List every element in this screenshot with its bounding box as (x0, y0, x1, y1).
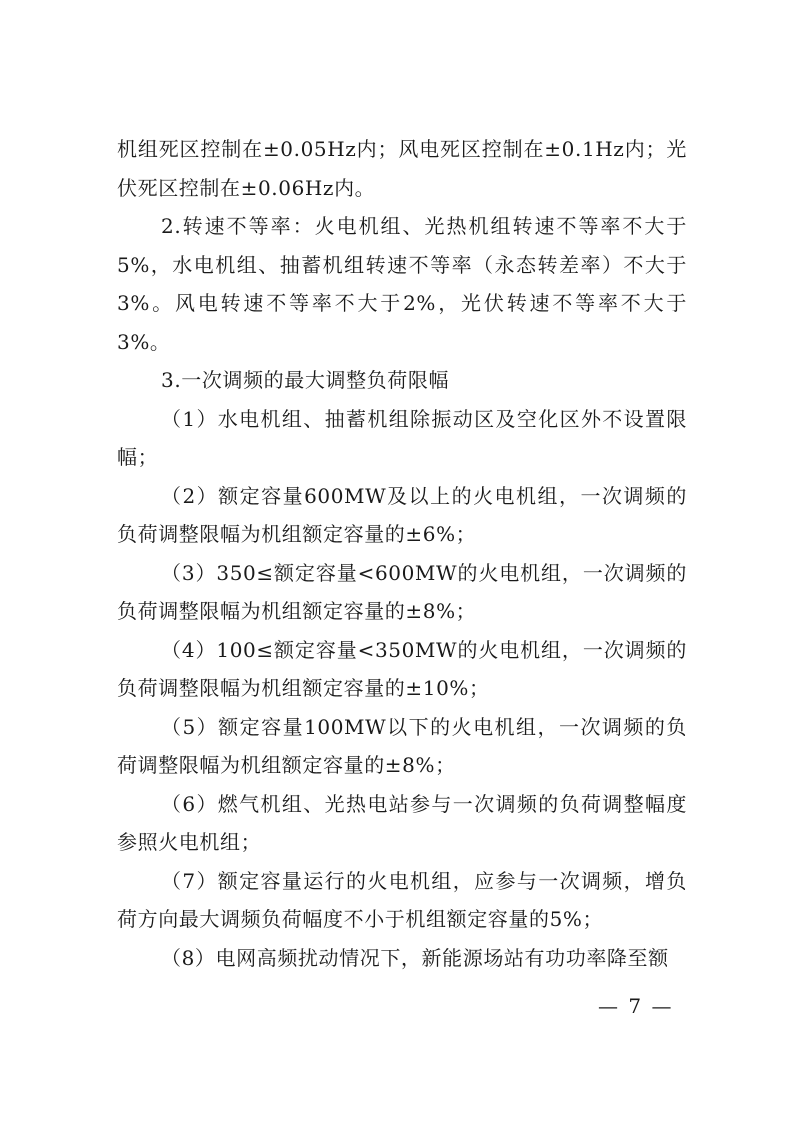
paragraph-item-8: （8）电网高频扰动情况下，新能源场站有功功率降至额 (161, 945, 669, 970)
paragraph-item-7: （7）额定容量运行的火电机组，应参与一次调频，增负荷方向最大调频负荷幅度不小于机组额定容量的5%； (117, 868, 687, 931)
paragraph-item-6: （6）燃气机组、光热电站参与一次调频的负荷调整幅度参照火电机组； (117, 791, 687, 854)
paragraph-item-4: （4）100≤额定容量<350MW的火电机组，一次调频的负荷调整限幅为机组额定容量的±10%； (117, 637, 687, 700)
paragraph-item-5: （5）额定容量100MW以下的火电机组，一次调频的负荷调整限幅为机组额定容量的±8%； (117, 714, 687, 777)
paragraph-heading-load-limit: 3.一次调频的最大调整负荷限幅 (161, 368, 450, 392)
page-number: — 7 — (598, 994, 674, 1018)
paragraph-item-3: （3）350≤额定容量<600MW的火电机组，一次调频的负荷调整限幅为机组额定容量的±8%； (117, 560, 687, 623)
paragraph-dead-zone-continued: 机组死区控制在±0.05Hz内；风电死区控制在±0.1Hz内；光伏死区控制在±0.06Hz内。 (117, 137, 687, 200)
paragraph-item-2: （2）额定容量600MW及以上的火电机组，一次调频的负荷调整限幅为机组额定容量的±6%； (117, 483, 687, 546)
paragraph-speed-droop: 2.转速不等率：火电机组、光热机组转速不等率不大于5%，水电机组、抽蓄机组转速不等率（永态转差率）不大于3%。风电转速不等率不大于2%，光伏转速不等率不大于3%。 (117, 214, 687, 354)
body-text (117, 130, 687, 977)
paragraph-item-1: （1）水电机组、抽蓄机组除振动区及空化区外不设置限幅； (117, 406, 687, 469)
